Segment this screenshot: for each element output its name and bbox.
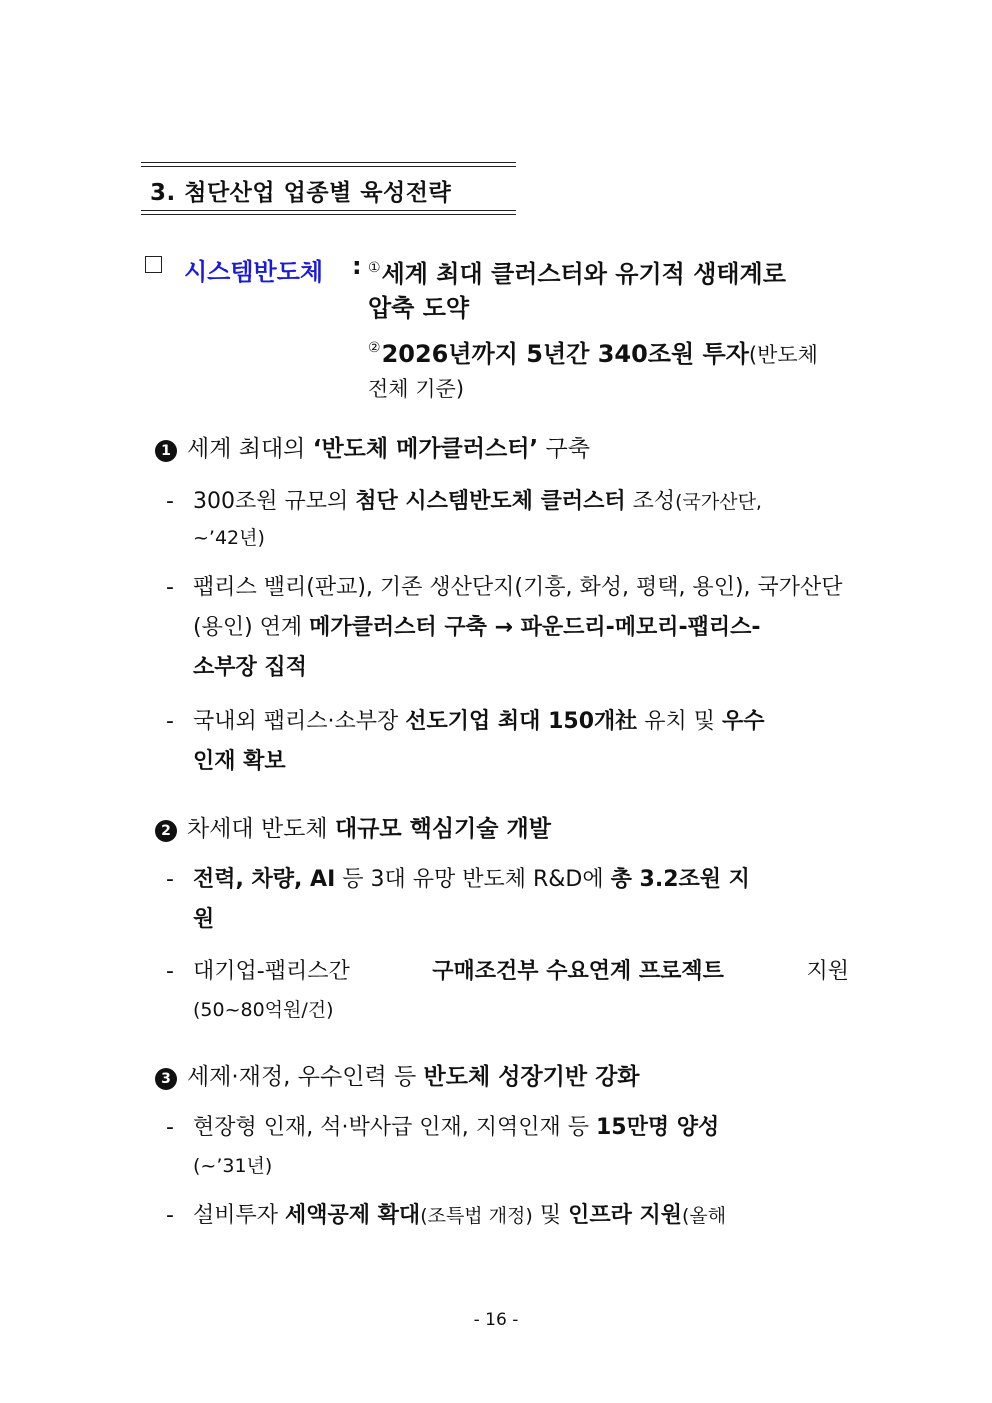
dash-bullet: - <box>166 1203 174 1228</box>
goal-1-mark: ① <box>368 260 381 276</box>
item-bold: 원 <box>193 907 215 932</box>
heading-1-post: 구축 <box>538 436 590 462</box>
item-text: 지원 <box>806 959 849 984</box>
dash-bullet: - <box>166 959 174 984</box>
heading-1 <box>155 430 590 463</box>
item-paren: (조특법 개정) <box>420 1205 533 1227</box>
item-bold: 총 3.2조원 지 <box>610 867 750 892</box>
item-text: 국내외 팹리스·소부장 <box>193 709 406 734</box>
heading-2-bold: 대규모 핵심기술 개발 <box>334 816 551 842</box>
item-bold: 소부장 집적 <box>193 655 307 680</box>
item-text: 설비투자 <box>193 1203 286 1228</box>
item-bold: 첨단 시스템반도체 클러스터 <box>355 489 626 514</box>
item-cont: ~’42년) <box>193 527 265 549</box>
heading-3-pre: 세제·재정, 우수인력 등 <box>187 1064 424 1090</box>
item-text: 팹리스 밸리(판교), 기존 생산단지(기흥, 화성, 평택, 용인), 국가산단 <box>193 575 843 600</box>
item-bold: 15만명 양성 <box>595 1115 720 1140</box>
topic-colon: : <box>352 252 362 280</box>
number-3-icon: 3 <box>155 1068 177 1090</box>
item-text: 300조원 규모의 <box>193 489 356 514</box>
item-bold: 세액공제 확대 <box>285 1203 421 1228</box>
item-text: 대기업-팹리스간 <box>193 959 350 984</box>
dash-bullet: - <box>166 1115 174 1140</box>
item-bold: 구매조건부 수요연계 프로젝트 <box>432 959 724 984</box>
item-bold: 인프라 지원 <box>568 1203 682 1228</box>
item-text: 유치 및 <box>637 709 723 734</box>
goal-2-text: 2026년까지 5년간 340조원 투자 <box>381 340 749 368</box>
heading-2 <box>155 810 551 843</box>
heading-3 <box>155 1058 640 1091</box>
number-2-icon: 2 <box>155 820 177 842</box>
item-bold: 전력, 차량, AI <box>193 867 336 892</box>
item-paren: (올해 <box>682 1205 727 1227</box>
heading-1-bold: ‘반도체 메가클러스터’ <box>312 436 539 462</box>
item-bold: 선도기업 최대 150개社 <box>405 709 638 734</box>
goal-2-mark: ② <box>368 340 381 356</box>
heading-3-bold: 반도체 성장기반 강화 <box>423 1064 640 1090</box>
dash-bullet: - <box>166 867 174 892</box>
item-cont: (50~80억원/건) <box>193 999 334 1021</box>
goal-2-cont-wrap <box>368 368 858 409</box>
checkbox-square-icon <box>145 256 162 273</box>
goal-1-text: 세계 최대 클러스터와 유기적 생태계로 <box>381 260 786 288</box>
goal-2-cont: 전체 기준) <box>368 377 465 401</box>
dash-bullet: - <box>166 489 174 514</box>
page-number: - 16 - <box>473 1310 519 1330</box>
item-text: 등 3대 유망 반도체 R&D에 <box>335 867 611 892</box>
topic-name: 시스템반도체 <box>184 258 324 286</box>
number-1-icon: 1 <box>155 440 177 462</box>
section-title: 3. 첨단산업 업종별 육성전략 <box>150 180 452 206</box>
item-text: 조성 <box>625 489 676 514</box>
heading-1-pre: 세계 최대의 <box>187 436 313 462</box>
goal-2-paren: (반도체 <box>748 343 818 367</box>
heading-2-pre: 차세대 반도체 <box>187 816 335 842</box>
item-text: 현장형 인재, 석·박사급 인재, 지역인재 등 <box>193 1115 596 1140</box>
goal-1-cont: 압축 도약 <box>368 294 470 322</box>
item-text: 및 <box>532 1203 569 1228</box>
item-cont: (~’31년) <box>193 1155 273 1177</box>
section-title-box <box>141 162 516 216</box>
item-bold: 우수 <box>722 709 765 734</box>
item-paren: (국가산단, <box>675 491 762 513</box>
dash-bullet: - <box>166 709 174 734</box>
item-bold: 인재 확보 <box>193 749 286 774</box>
item-text: (용인) 연계 <box>193 615 310 640</box>
dash-bullet: - <box>166 575 174 600</box>
item-bold: 메가클러스터 구축 → 파운드리-메모리-팹리스- <box>309 615 761 640</box>
